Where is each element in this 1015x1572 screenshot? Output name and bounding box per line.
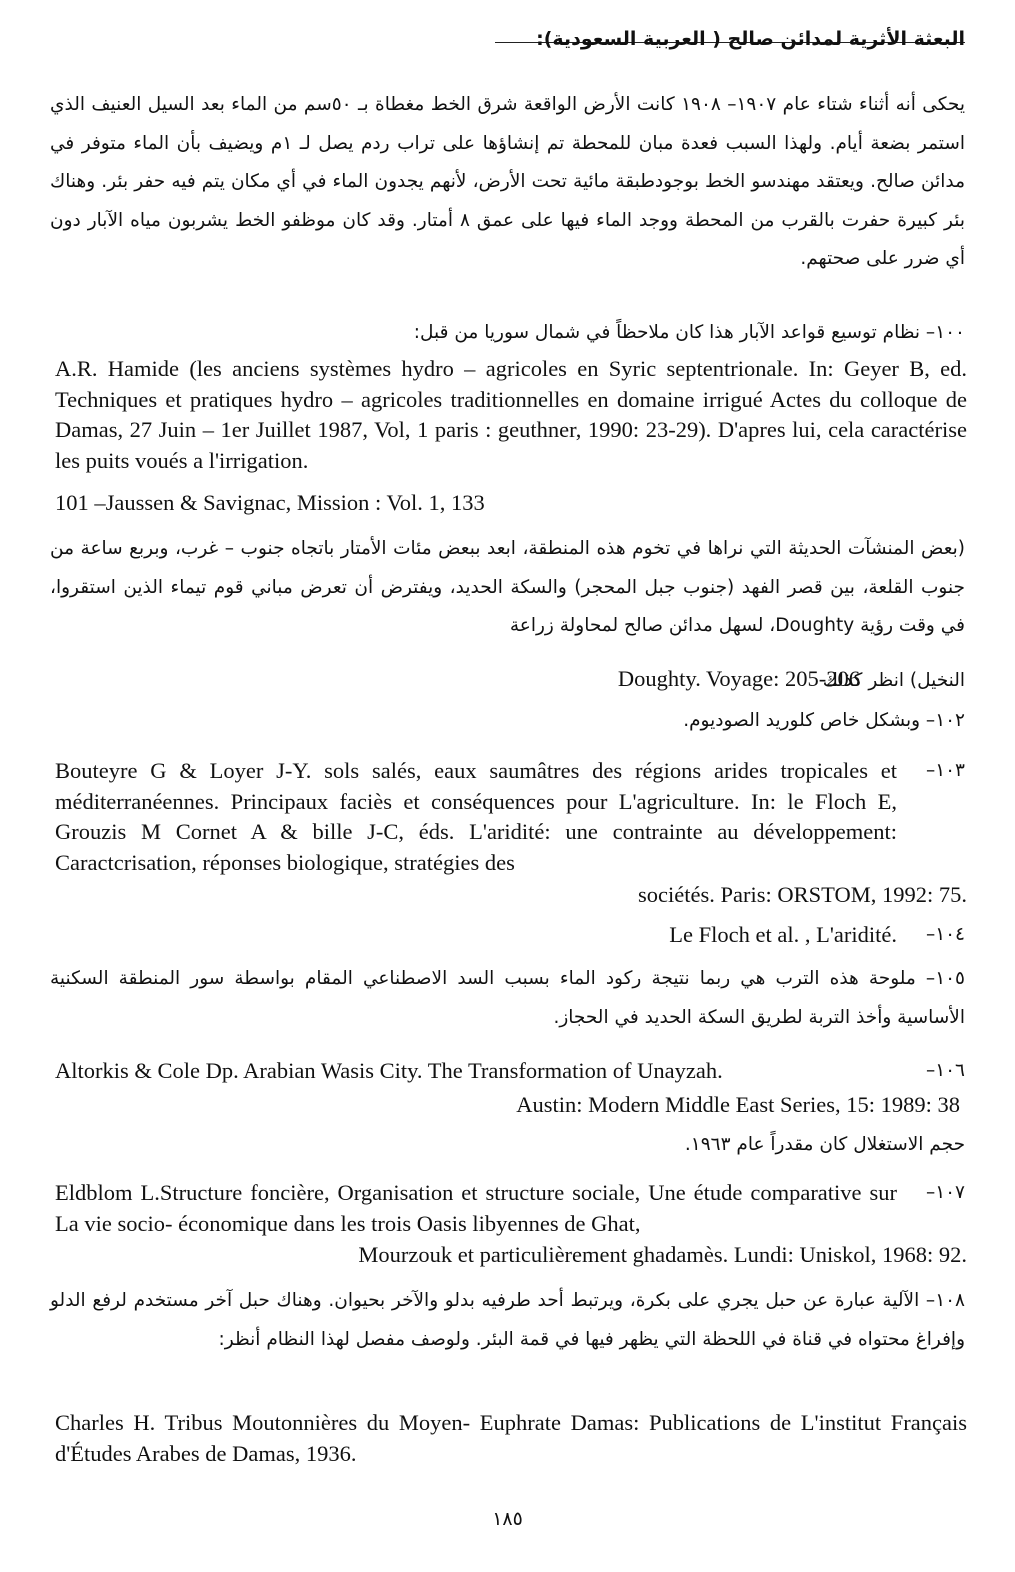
- note-100-arabic: ١٠٠– نظام توسيع قواعد الآبار هذا كان ملاحظاً في شمال سوريا من قبل:: [413, 322, 965, 343]
- running-header: [50, 24, 965, 64]
- header-title: البعثة الأثرية لمدائن صالح ( العربية السعودية):: [536, 28, 965, 50]
- note-106-number: ١٠٦–: [925, 1060, 965, 1081]
- note-105-arabic: ١٠٥– ملوحة هذه الترب هي ربما نتيجة ركود الماء بسبب السد الاصطناعي المقام بواسطة سور المنطقة السكنية الأساسية وأخذ التربة لطريق السكة الحديد في الحجاز.: [50, 968, 965, 1028]
- note-104-number: ١٠٤–: [925, 924, 965, 945]
- page-number: ١٨٥: [492, 1508, 523, 1530]
- intro-paragraph: يحكى أنه أثناء شتاء عام ١٩٠٧– ١٩٠٨ كانت الأرض الواقعة شرق الخط مغطاة بـ ٥٠سم من الماء بعد السيل العنيف الذي استمر بضعة أيام. ولهذا السبب فعدة مبان للمحطة تم إنشاؤها على تراب ردم يصل لـ ١م ويضيف بأن الماء متوفر في مدائن صالح. ويعتقد مهندسو الخط بوجودطبقة مائية تحت الأرض، لأنهم يجدون الماء في أي مكان يتم فيه حفر بئر. وهناك بئر كبيرة حفرت بالقرب من المحطة ووجد الماء فيها على عمق ٨ أمتار. وقد كان موظفو الخط يشربون مياه الآبار دون أي ضرر على صحتهم.: [50, 94, 965, 269]
- note-101-latin-tail: Doughty. Voyage: 205-206: [617, 666, 860, 691]
- note-106-latin-last: Austin: Modern Middle East Series, 15: 1989: 38: [516, 1092, 960, 1117]
- note-104-latin: Le Floch et al. , L'aridité.: [669, 922, 897, 947]
- note-107-latin: Eldblom L.Structure foncière, Organisation et structure sociale, Une étude comparative sur La vie socio- économique dans les trois Oasis libyennes de Ghat,: [55, 1180, 897, 1236]
- note-100-latin: A.R. Hamide (les anciens systèmes hydro – agricoles en Syric septentrionale. In: Geyer B, ed. Techniques et pratiques hydro – agricoles traditionnelles en domaine irrigué Actes du colloque de Damas, 27 Juin – 1er Juillet 1987, Vol, 1 paris : geuthner, 1990: 23-29). D'apres lui, cela caractérise les puits voués a l'irrigation.: [55, 356, 967, 473]
- note-101-arabic-tail: النخيل) انظر كذلك: [822, 670, 965, 691]
- note-107-latin-last: Mourzouk et particulièrement ghadamès. Lundi: Uniskol, 1968: 92.: [358, 1242, 967, 1267]
- note-106-arabic: حجم الاستغلال كان مقدراً عام ١٩٦٣.: [684, 1134, 965, 1155]
- note-101-arabic: (بعض المنشآت الحديثة التي نراها في تخوم هذه المنطقة، ابعد ببعض مئات الأمتار باتجاه جنوب – غرب، وبربع ساعة من جنوب القلعة، بين قصر الفهد (جنوب جبل المحجر) والسكة الحديد، ويفترض أن تعرض مباني قوم تيماء الذين استقروا، في وقت رؤية Doughty، لسهل مدائن صالح لمحاولة زراعة: [50, 538, 965, 636]
- note-107-number: ١٠٧–: [925, 1182, 965, 1203]
- note-103-latin: Bouteyre G & Loyer J-Y. sols salés, eaux saumâtres des régions arides tropicales et méditerranéennes. Principaux faciès et conséquences pour L'agriculture. In: le Floch E, Grouzis M Cornet A & bille J-C, éds. L'aridité: une contrainte au développement: Caractcrisation, réponses biologique, stratégies des: [55, 758, 897, 875]
- note-103-latin-last: sociétés. Paris: ORSTOM, 1992: 75.: [638, 882, 967, 907]
- note-103-number: ١٠٣–: [925, 760, 965, 781]
- note-102-arabic: ١٠٢– وبشكل خاص كلوريد الصوديوم.: [683, 710, 965, 731]
- note-106-latin: Altorkis & Cole Dp. Arabian Wasis City. The Transformation of Unayzah.: [55, 1058, 723, 1083]
- note-108-latin: Charles H. Tribus Moutonnières du Moyen- Euphrate Damas: Publications de L'institut Français d'Études Arabes de Damas, 1936.: [55, 1410, 967, 1466]
- note-108-arabic: ١٠٨– الآلية عبارة عن حبل يجري على بكرة، ويرتبط أحد طرفيه بدلو والآخر بحيوان. وهناك حبل آخر مستخدم لرفع الدلو وإفراغ محتواه في قناة في اللحظة التي يظهر فيها في قمة البئر. ولوصف مفصل لهذا النظام أنظر:: [50, 1290, 965, 1350]
- note-101-latin: 101 –Jaussen & Savignac, Mission : Vol. 1, 133: [55, 490, 485, 515]
